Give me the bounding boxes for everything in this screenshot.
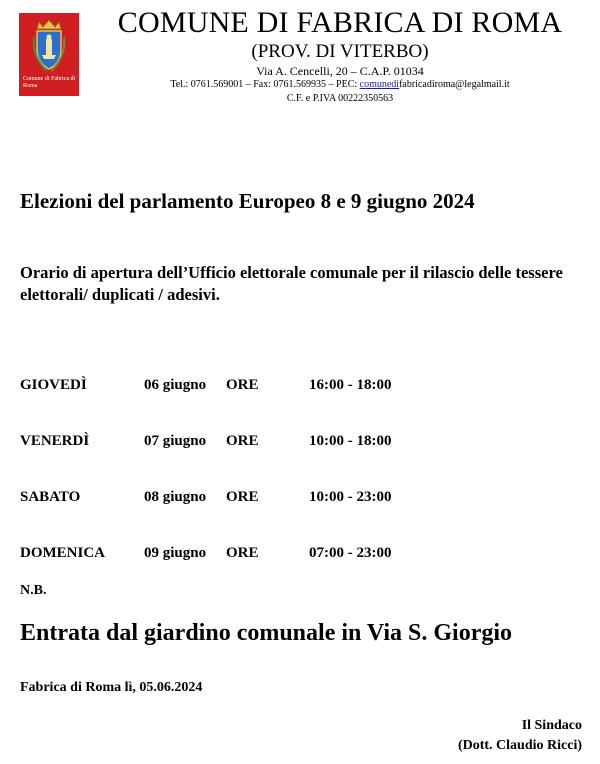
schedule-date: 09 giugno bbox=[144, 545, 207, 561]
schedule-day: DOMENICA bbox=[20, 545, 105, 561]
contacts-text: Tel.: 0761.569001 – Fax: 0761.569935 – PEC: bbox=[170, 79, 360, 90]
signature-name: (Dott. Claudio Ricci) bbox=[457, 738, 582, 753]
schedule-day: SABATO bbox=[20, 489, 81, 505]
logo-caption: Comune di Fabrica di Roma bbox=[23, 76, 76, 89]
schedule-time: 07:00 - 23:00 bbox=[309, 545, 392, 561]
schedule-time: 10:00 - 23:00 bbox=[309, 489, 392, 505]
schedule-date: 07 giugno bbox=[144, 433, 207, 449]
schedule-ore-label: ORE bbox=[226, 545, 259, 561]
coat-of-arms-icon bbox=[31, 19, 67, 75]
schedule-day: GIOVEDÌ bbox=[20, 377, 87, 393]
schedule-ore-label: ORE bbox=[226, 377, 259, 393]
signature-role: Il Sindaco bbox=[521, 718, 582, 733]
municipality-title: COMUNE DI FABRICA DI ROMA bbox=[117, 6, 563, 39]
vat-number-line: C.F. e P.IVA 00222350563 bbox=[286, 93, 394, 104]
schedule-time: 10:00 - 18:00 bbox=[309, 433, 392, 449]
address-line: Via A. Cencelli, 20 – C.A.P. 01034 bbox=[256, 64, 424, 78]
schedule-ore-label: ORE bbox=[226, 489, 259, 505]
schedule-time: 16:00 - 18:00 bbox=[309, 377, 392, 393]
office-hours-intro: Orario di apertura dell’Ufficio elettorale comunale per il rilascio delle tessere elettorali/ duplicati / adesivi. bbox=[20, 263, 563, 304]
entrance-notice: Entrata dal giardino comunale in Via S. Giorgio bbox=[20, 620, 513, 646]
pec-email-rest: fabricadiroma@legalmail.it bbox=[399, 79, 510, 90]
place-and-date: Fabrica di Roma lì, 05.06.2024 bbox=[20, 680, 203, 695]
province-subtitle: (PROV. DI VITERBO) bbox=[251, 41, 429, 62]
schedule-ore-label: ORE bbox=[226, 433, 259, 449]
schedule-date: 06 giugno bbox=[144, 377, 207, 393]
note-label: N.B. bbox=[20, 583, 47, 598]
schedule-day: VENERDÌ bbox=[20, 433, 90, 449]
election-title: Elezioni del parlamento Europeo 8 e 9 giugno 2024 bbox=[20, 189, 475, 213]
schedule-date: 08 giugno bbox=[144, 489, 207, 505]
coat-of-arms-logo bbox=[19, 13, 79, 96]
contacts-line bbox=[80, 79, 600, 91]
pec-email-link[interactable]: comunedi bbox=[359, 79, 400, 90]
